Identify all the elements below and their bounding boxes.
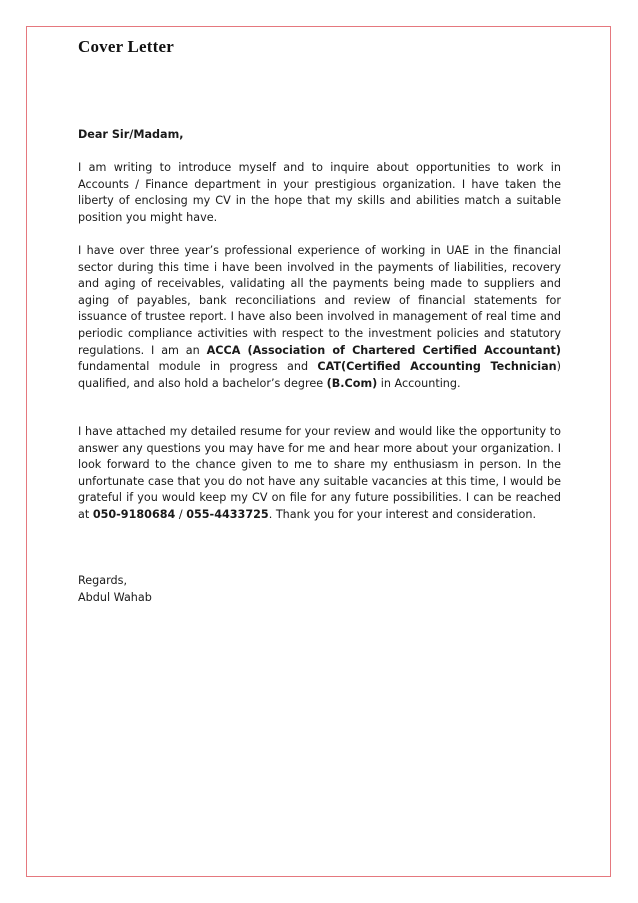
phone-separator: / [175,507,187,521]
phone-number-2: 055-4433725 [186,507,269,521]
document-title: Cover Letter [78,37,175,56]
paragraph-introduction: I am writing to introduce myself and to inquire about opportunities to work in Accounts / Finance department in your prestigious organization. I have taken the liberty of enclosing my CV in the hope that my skills and abilities match a suitable position you might have. [78,161,561,224]
experience-text-3: ) qualified, and also hold a bachelor’s degree [78,360,561,390]
experience-text-4: in Accounting. [377,376,461,390]
contact-text-1: I have attached my detailed resume for your review and would like the opportunity to answer any questions you may have for me and hear more about your organization. I look forward to the chance given to me to share my enthusiasm in person. In the unfortunate case that you do not have any suitable vacancies at this time, I would be grateful if you would keep my CV on file for any future possibilities. I can be reached at [78,425,561,521]
salutation: Dear Sir/Madam, [78,128,184,141]
acca-qualification: ACCA (Association of Chartered Certified Accountant) [206,343,561,357]
phone-number-1: 050-9180684 [92,507,176,521]
experience-text-1: I have over three year’s professional experience of working in UAE in the financial sector during this time i have been involved in the payments of liabilities, recovery and aging of receivables, validating all the payments being made to suppliers and aging of payables, bank reconciliations and review of financial statements for issuance of trustee report. I have also been involved in management of real time and periodic compliance activities with respect to the investment policies and statutory regulations. I am an [78,244,561,357]
closing-regards: Regards, [78,574,127,587]
paragraph-contact [78,424,561,524]
contact-text-2: . Thank you for your interest and consideration. [268,507,537,521]
cat-qualification: CAT(Certified Accounting Technician [317,360,557,374]
signature-name: Abdul Wahab [78,590,152,604]
experience-text-2: fundamental module in progress and [78,360,318,374]
closing-block [78,573,561,606]
paragraph-experience [78,243,561,392]
bcom-degree: (B.Com) [326,376,378,390]
